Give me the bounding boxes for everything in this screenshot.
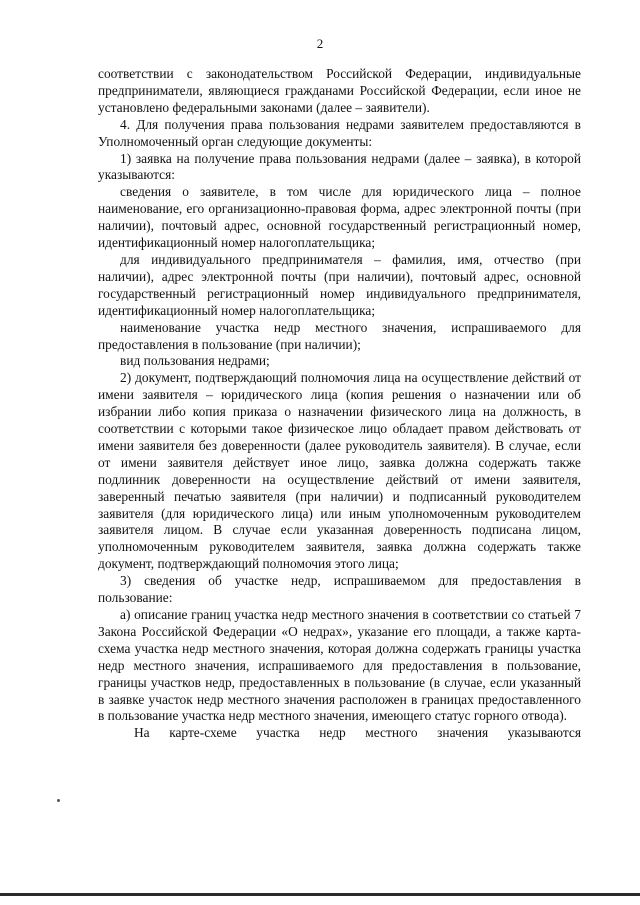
document-body — [98, 66, 581, 742]
paragraph-item-4: 4. Для получения права пользования недрами заявителем предоставляются в Уполномоченный орган следующие документы: — [98, 116, 581, 149]
paragraph-continuation: соответствии с законодательством Российской Федерации, индивидуальные предприниматели, являющиеся гражданами Российской Федерации, если иное не установлено федеральными законами (далее – заявители). — [98, 66, 581, 115]
paragraph-subitem-1: 1) заявка на получение права пользования недрами (далее – заявка), в которой указываются: — [98, 150, 581, 183]
paragraph-subitem-2: 2) документ, подтверждающий полномочия лица на осуществление действий от имени заявителя – юридического лица (копия решения о назначении или об избрании либо копия приказа о назначении физического лица на должность, в соответствии с которыми такое физическое лицо обладает правом действовать от имени заявителя без доверенности (далее руководитель заявителя). В случае, если от имени заявителя действует иное лицо, заявка должна содержать также подлинник доверенности на осуществление действий от имени заявителя, заверенный печатью заявителя (при наличии) и подписанный руководителем заявителя (для юридического лица) или иным уполномоченным руководителем заявителя лицом. В случае если указанная доверенность подписана лицом, уполномоченным руководителем заявителя, заявка должна содержать также документ, подтверждающий полномочия этого лица; — [98, 370, 581, 572]
paragraph-usage-type: вид пользования недрами; — [120, 353, 270, 369]
scan-artifact — [57, 799, 60, 802]
paragraph-subitem-3: 3) сведения об участке недр, испрашиваемом для предоставления в пользование: — [98, 573, 581, 606]
paragraph-individual-entrepreneur-info: для индивидуального предпринимателя – фамилия, имя, отчество (при наличии), адрес электронной почты (при наличии), почтовый адрес, основной государственный регистрационный номер индивидуального предпринимателя, идентификационный номер налогоплательщика; — [98, 251, 581, 318]
paragraph-legal-entity-info: сведения о заявителе, в том числе для юридического лица – полное наименование, его организационно-правовая форма, адрес электронной почты (при наличии), почтовый адрес, основной государственный регистрационный номер, идентификационный номер налогоплательщика; — [98, 184, 581, 251]
paragraph-subsoil-plot-name: наименование участка недр местного значения, испрашиваемого для предоставления в пользование (при наличии); — [98, 319, 581, 352]
page-number: 2 — [316, 36, 324, 51]
bottom-border — [0, 893, 640, 896]
paragraph-map-scheme: На карте-схеме участка недр местного значения указываются — [134, 725, 581, 741]
paragraph-subitem-3a: а) описание границ участка недр местного значения в соответствии со статьей 7 Закона Российской Федерации «О недрах», указание его площади, а также карта-схема участка недр местного значения, которая должна содержать границы участка недр местного значения, испрашиваемого для предоставления в пользование, границы участков недр, предоставленных в пользование (в случае, если указанный в заявке участок недр местного значения расположен в границах предоставленного в пользование участка недр местного значения, имеющего статус горного отвода). — [98, 607, 581, 724]
